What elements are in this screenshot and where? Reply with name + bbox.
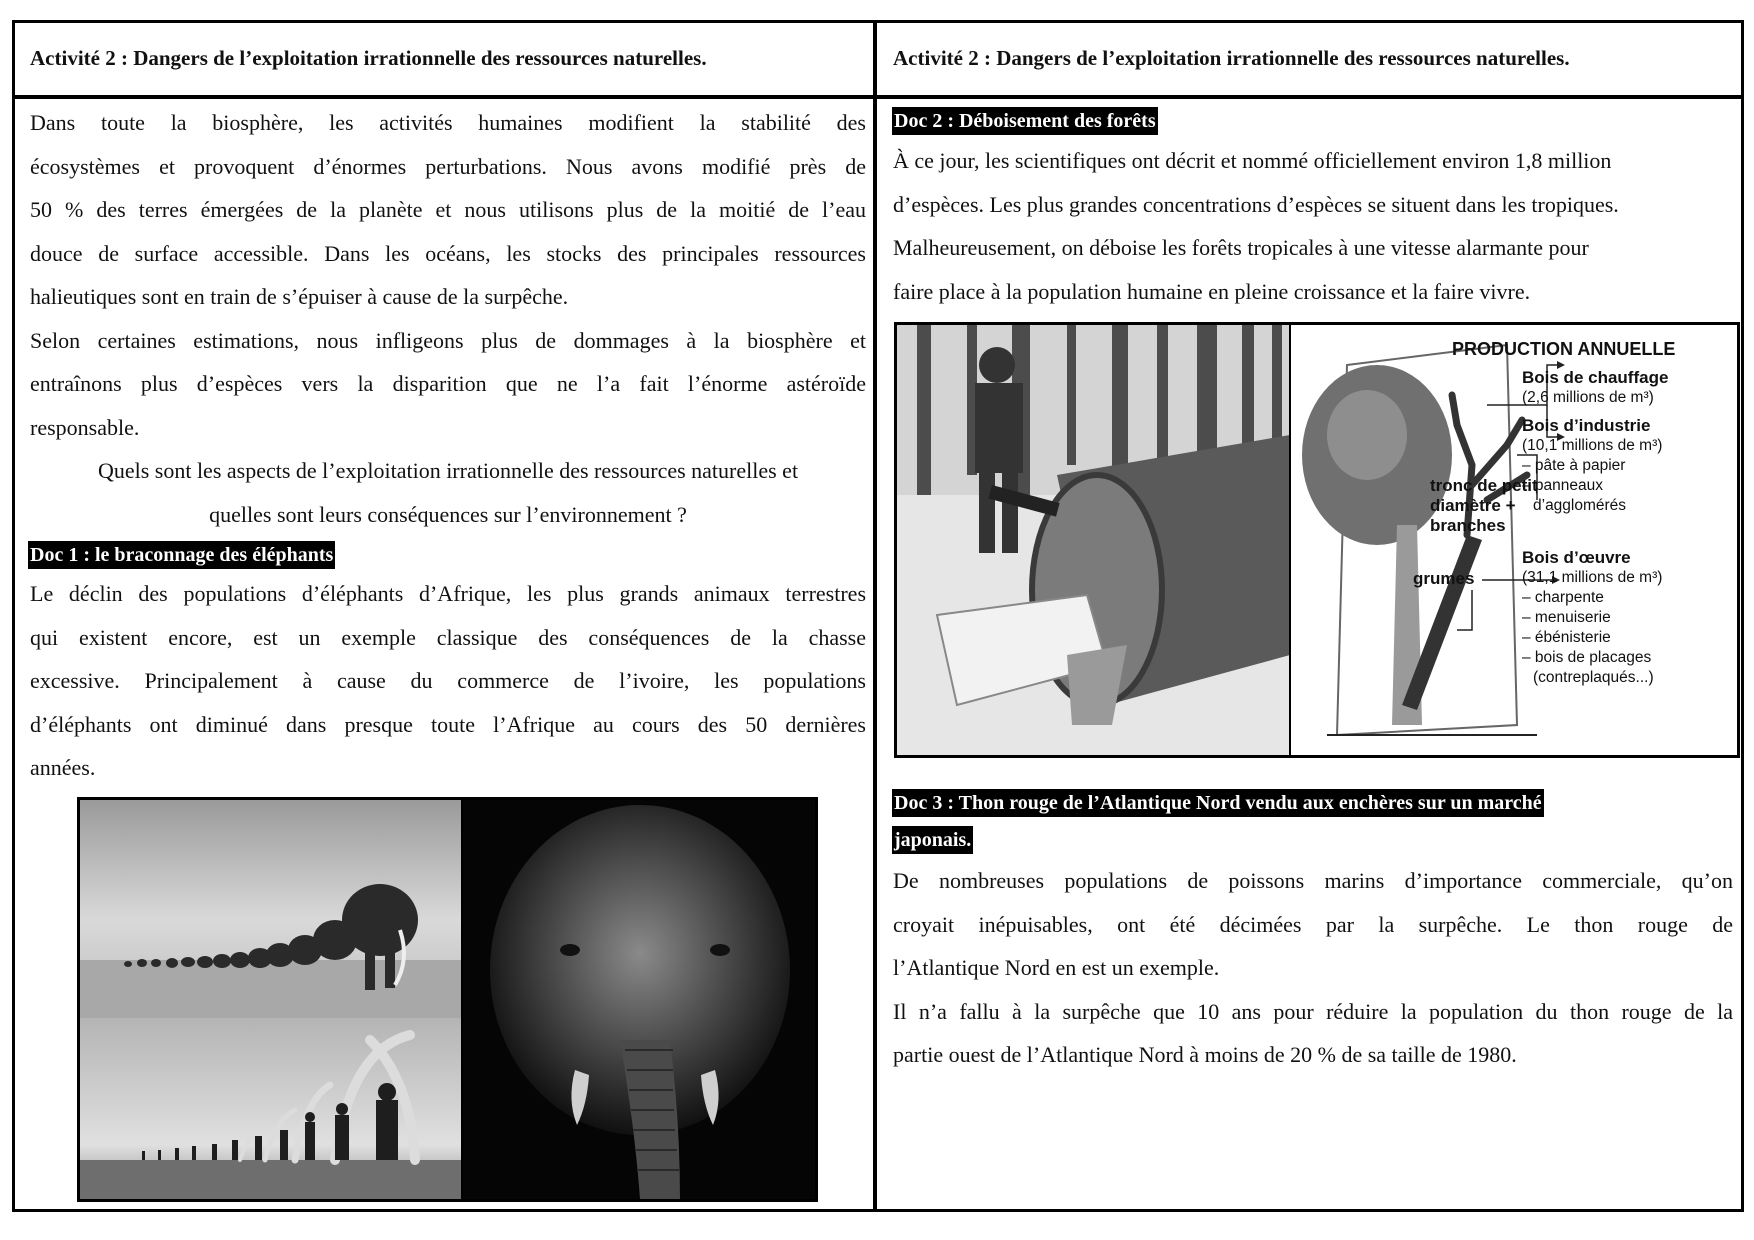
doc1-line: années. (30, 755, 96, 780)
deforestation-figure (894, 322, 1740, 758)
intro-line: Selon certaines estimations, nous infligeons plus de dommages à la biosphère et (30, 327, 866, 353)
elephant-photo-collage (77, 797, 818, 1202)
tronc-line: tronc de petit (1430, 476, 1538, 495)
industrie-item: – pâte à papier (1522, 457, 1626, 474)
doc1-line: Le déclin des populations d’éléphants d’Afrique, les plus grands animaux terrestres (30, 581, 866, 606)
industrie-item: d’agglomérés (1533, 497, 1627, 514)
intro-line: 50 % des terres émergées de la planète et nous utilisons plus de la moitié de l’eau (30, 197, 866, 222)
doc2-label: Doc 2 : Déboisement des forêts (892, 107, 1158, 135)
oeuvre-item: – bois de placages (1522, 649, 1652, 666)
elephant-photos (80, 800, 815, 1199)
intro-line: entraînons plus d’espèces vers la disparition que ne l’a fait l’énorme astéroïde (30, 371, 866, 396)
oeuvre-value: (31,1 millions de m³) (1522, 569, 1663, 586)
oeuvre-item: (contreplaqués...) (1533, 669, 1654, 686)
doc1-line: qui existent encore, est un exemple classique des conséquences de la chasse (30, 624, 866, 650)
intro-line: écosystèmes et provoquent d’énormes perturbations. Nous avons modifié près de (30, 153, 866, 179)
doc2-line: faire place à la population humaine en pleine croissance et la faire vivre. (893, 278, 1531, 304)
doc3-line: croyait inépuisables, ont été décimées par la surpêche. Le thon rouge de (893, 911, 1733, 937)
doc1-paragraph (30, 572, 866, 790)
oeuvre-title: Bois d’œuvre (1522, 548, 1631, 567)
tronc-line: branches (1430, 516, 1506, 535)
deforestation-illustration (897, 325, 1737, 755)
oeuvre-item: – charpente (1522, 589, 1604, 606)
doc3-line: Il n’a fallu à la surpêche que 10 ans pour réduire la population du thon rouge de la (893, 998, 1733, 1024)
intro-line: halieutiques sont en train de s’épuiser à cause de la surpêche. (30, 284, 569, 309)
oeuvre-item: – ébénisterie (1522, 629, 1611, 646)
doc2-paragraph (893, 139, 1733, 313)
chauffage-value: (2,6 millions de m³) (1522, 389, 1654, 406)
intro-line: douce de surface accessible. Dans les océans, les stocks des principales ressources (30, 240, 866, 266)
question (30, 449, 866, 536)
doc3-label-line2: japonais. (892, 826, 973, 854)
doc1-label: Doc 1 : le braconnage des éléphants (28, 541, 335, 569)
industrie-value: (10,1 millions de m³) (1522, 437, 1663, 454)
doc3-line: De nombreuses populations de poissons marins d’importance commerciale, qu’on (893, 868, 1733, 893)
doc2-line: Malheureusement, on déboise les forêts tropicales à une vitesse alarmante pour (893, 235, 1589, 260)
figure-title: PRODUCTION ANNUELLE (1452, 339, 1676, 359)
doc3-line: partie ouest de l’Atlantique Nord à moins de 20 % de sa taille de 1980. (893, 1042, 1517, 1067)
doc3-line: l’Atlantique Nord en est un exemple. (893, 955, 1220, 980)
left-intro-paragraph (30, 101, 866, 449)
left-activity-title: Activité 2 : Dangers de l’exploitation irrationnelle des ressources naturelles. (30, 46, 707, 70)
doc3-label-line1: Doc 3 : Thon rouge de l’Atlantique Nord vendu aux enchères sur un marché (892, 789, 1544, 817)
chauffage-title: Bois de chauffage (1522, 368, 1669, 387)
doc1-line: excessive. Principalement à cause du commerce de l’ivoire, les populations (30, 668, 866, 693)
right-activity-title: Activité 2 : Dangers de l’exploitation irrationnelle des ressources naturelles. (893, 46, 1570, 70)
doc3-paragraph (893, 859, 1733, 1077)
oeuvre-item: – menuiserie (1522, 609, 1611, 626)
tronc-line: diamètre + (1430, 496, 1516, 515)
question-line: Quels sont les aspects de l’exploitation irrationnelle des ressources naturelles et (97, 458, 799, 483)
industrie-item: – panneaux (1522, 477, 1604, 494)
doc1-line: d’éléphants ont diminué dans presque toute l’Afrique au cours des 50 dernières (30, 711, 866, 737)
grumes-label: grumes (1413, 569, 1475, 588)
doc2-line: À ce jour, les scientifiques ont décrit et nommé officiellement environ 1,8 million (893, 148, 1612, 173)
doc2-line: d’espèces. Les plus grandes concentrations d’espèces se situent dans les tropiques. (893, 191, 1619, 217)
industrie-title: Bois d’industrie (1522, 416, 1651, 435)
intro-line: responsable. (30, 414, 140, 440)
question-line: quelles sont leurs conséquences sur l’environnement ? (209, 501, 687, 527)
intro-line: Dans toute la biosphère, les activités humaines modifient la stabilité des (30, 110, 866, 135)
